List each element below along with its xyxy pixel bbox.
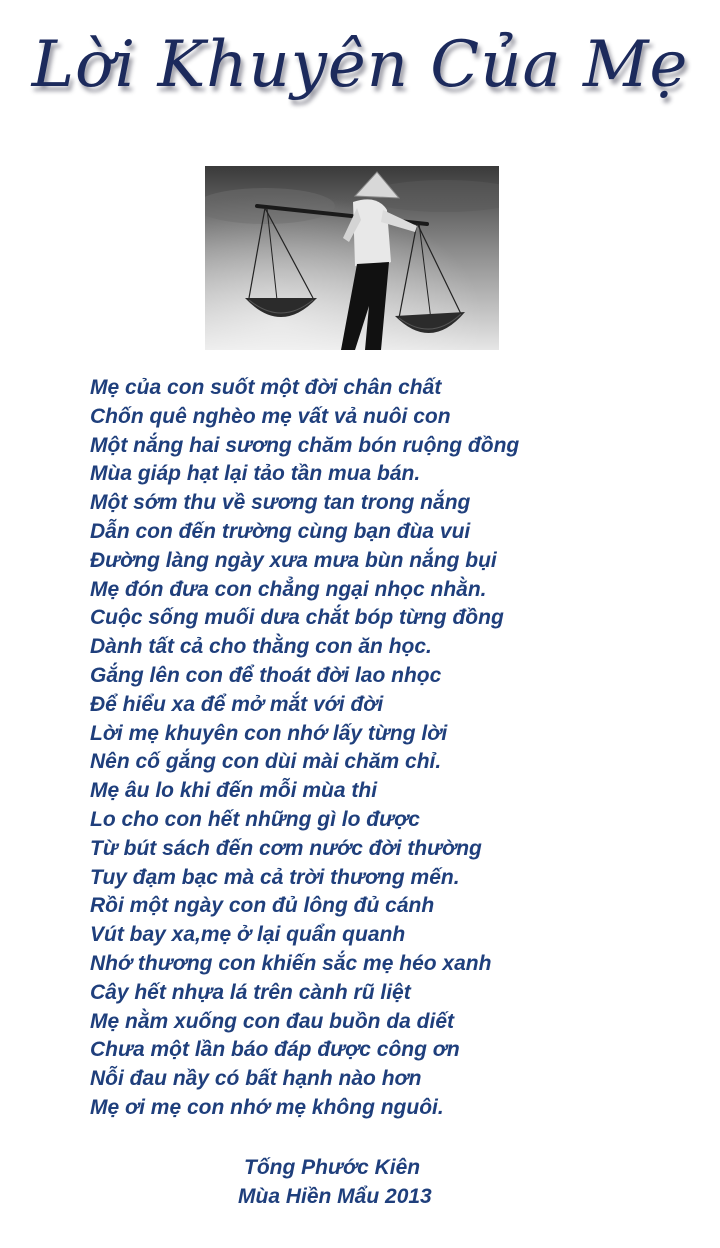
date-line: Mùa Hiền Mẩu 2013 [238, 1185, 432, 1208]
poem-line: Mẹ nằm xuống con đau buồn da diết [90, 1009, 455, 1033]
poem-line: Một nắng hai sương chăm bón ruộng đồng [90, 433, 520, 457]
poem-line: Nỗi đau nầy có bất hạnh nào hơn [90, 1067, 422, 1091]
poem-line: Vút bay xa,mẹ ở lại quẩn quanh [90, 923, 406, 947]
poem-body [90, 374, 650, 1123]
poem-line: Lời mẹ khuyên con nhớ lấy từng lời [90, 721, 448, 745]
poem-line: Mẹ đón đưa con chẳng ngại nhọc nhằn. [90, 577, 487, 601]
poem-line: Cây hết nhựa lá trên cành rũ liệt [90, 980, 411, 1004]
poem-title: Lời Khuyên Của Mẹ [31, 28, 689, 102]
poem-line: Rồi một ngày con đủ lông đủ cánh [90, 894, 435, 918]
mother-photo [205, 166, 499, 350]
poem-line: Nhớ thương con khiến sắc mẹ héo xanh [90, 951, 492, 975]
poem-line: Đường làng ngày xưa mưa bùn nắng bụi [90, 548, 497, 572]
poem-line: Mùa giáp hạt lại tảo tần mua bán. [90, 462, 421, 486]
poem-line: Mẹ âu lo khi đến mỗi mùa thi [90, 779, 378, 803]
poem-line: Mẹ ơi mẹ con nhớ mẹ không nguôi. [90, 1095, 444, 1119]
poem-line: Dẫn con đến trường cùng bạn đùa vui [90, 519, 471, 543]
poem-line: Cuộc sống muối dưa chắt bóp từng đồng [90, 606, 504, 630]
poem-line: Gắng lên con để thoát đời lao nhọc [90, 663, 442, 687]
poem-line: Chốn quê nghèo mẹ vất vả nuôi con [90, 404, 451, 428]
poem-line: Chưa một lần báo đáp được công ơn [90, 1038, 460, 1062]
poem-line: Để hiểu xa để mở mắt với đời [90, 692, 384, 716]
poem-line: Một sớm thu về sương tan trong nắng [90, 491, 471, 515]
poem-line: Dành tất cả cho thằng con ăn học. [90, 635, 432, 659]
poem-line: Lo cho con hết những gì lo được [90, 807, 420, 831]
poem-line: Tuy đạm bạc mà cả trời thương mến. [90, 865, 460, 889]
author-name: Tống Phước Kiên [244, 1156, 421, 1179]
poem-line: Từ bút sách đến cơm nước đời thường [90, 836, 482, 860]
poem-line: Mẹ của con suốt một đời chân chất [90, 376, 442, 399]
poem-line: Nên cố gắng con dùi mài chăm chỉ. [90, 750, 442, 774]
